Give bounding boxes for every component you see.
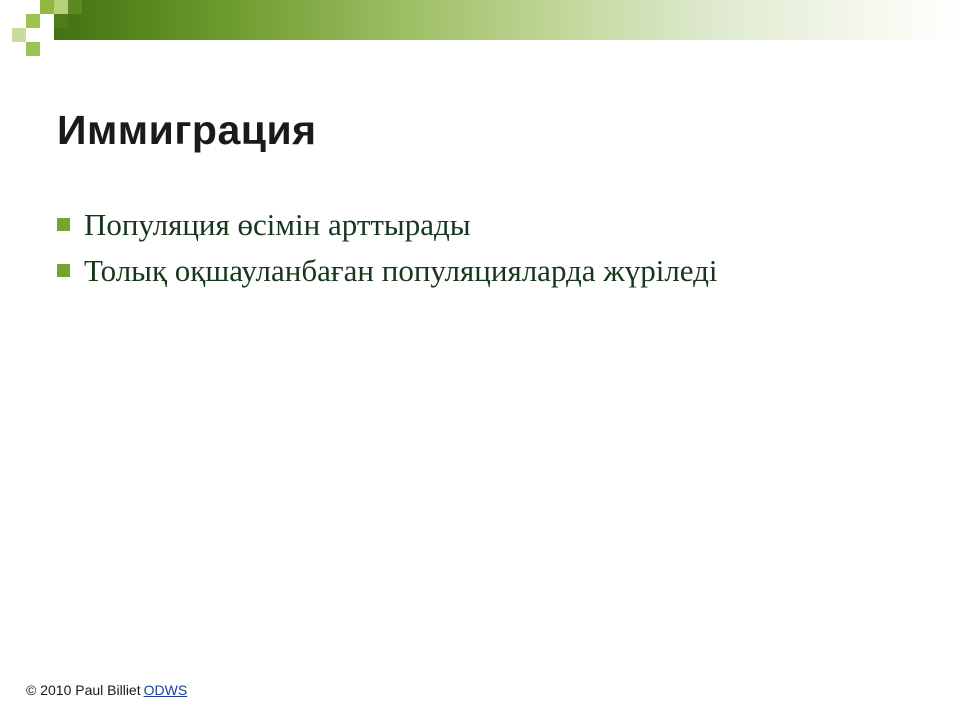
decorative-top-banner [0,0,960,48]
banner-square [54,14,68,28]
bullet-text: Толық оқшауланбаған популяцияларда жүріледі [84,253,718,289]
banner-square [26,42,40,56]
slide-body [57,205,847,298]
banner-square [26,28,40,42]
bullet-text: Популяция өсімін арттырады [84,207,471,242]
banner-square [12,14,26,28]
banner-square [26,0,40,14]
bullet-item [57,205,847,245]
slide-title: Иммиграция [57,107,317,153]
banner-square [40,42,54,56]
footer [26,682,187,698]
banner-square [54,0,68,14]
banner-square [68,0,82,14]
banner-square [40,14,54,28]
banner-gradient-bar [28,0,960,40]
copyright-text: © 2010 Paul Billiet [26,682,141,698]
square-bullet-icon [57,218,70,231]
banner-square [40,28,54,42]
banner-square [26,14,40,28]
banner-square [40,0,54,14]
square-bullet-icon [57,264,70,277]
banner-square [12,28,26,42]
odws-link[interactable]: ODWS [143,682,188,698]
bullet-item [57,251,847,291]
